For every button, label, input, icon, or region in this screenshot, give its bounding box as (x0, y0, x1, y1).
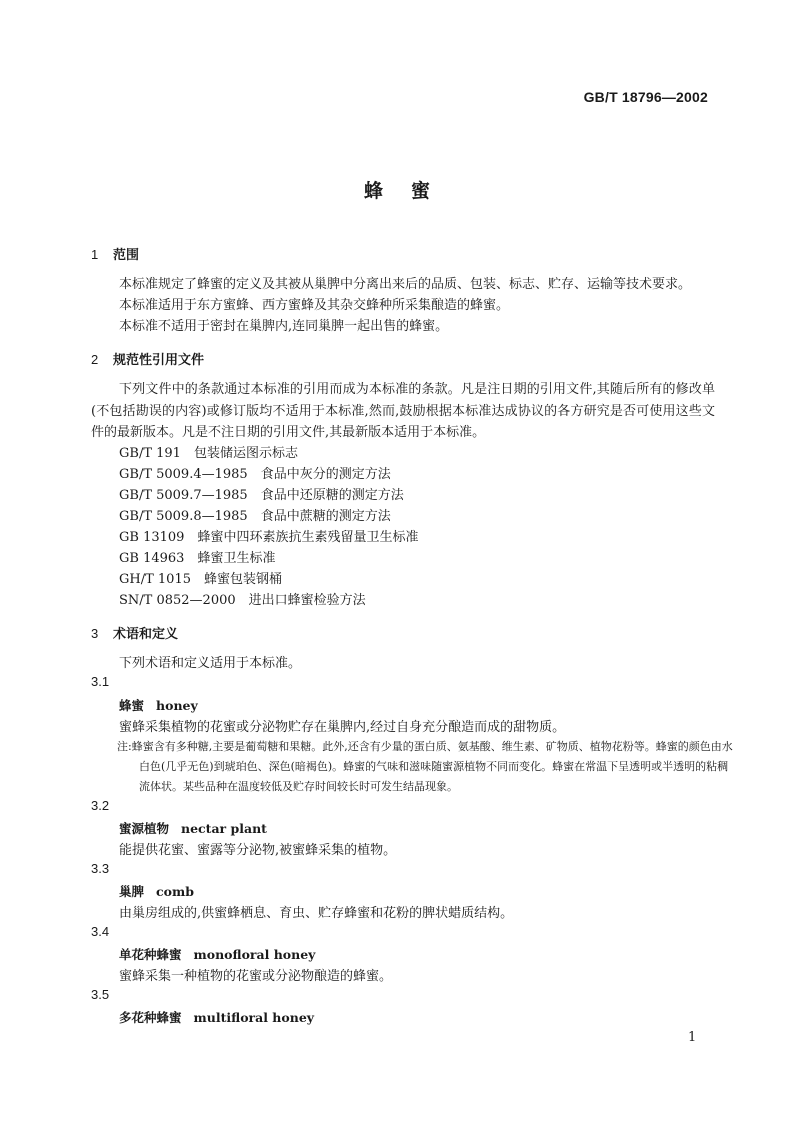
term-en: nectar plant (181, 821, 267, 836)
section-3-heading (91, 623, 178, 642)
reference-title: 包装储运图示标志 (193, 446, 298, 461)
term-definition: 能提供花蜜、蜜露等分泌物,被蜜蜂采集的植物。 (119, 843, 397, 858)
reference-code: GH/T 1015 (119, 572, 191, 587)
term-en: monofloral honey (193, 947, 316, 962)
clause-number: 3.3 (91, 861, 110, 876)
term-note: 注:蜂蜜含有多种糖,主要是葡萄糖和果糖。此外,还含有少量的蛋白质、氨基酸、维生素、矿物质、植物花粉等。蜂蜜的颜色由水白色(几乎无色)到琥珀色、深色(暗褐色)。蜂蜜的气味和滋味随蜜源植物不同而变化。蜂蜜在常温下呈透明或半透明的粘稠流体状。某些品种在温度较低及贮存时间较长时可发生结晶现象。 (117, 740, 733, 793)
reference-title: 食品中灰分的测定方法 (260, 467, 391, 482)
terms-intro: 下列术语和定义适用于本标准。 (119, 656, 302, 671)
reference-code: GB/T 5009.7—1985 (119, 488, 248, 503)
standard-number: GB/T 18796—2002 (583, 89, 708, 105)
reference-code: GB 13109 (119, 530, 185, 545)
term-en: multifloral honey (193, 1010, 315, 1025)
section-1-title: 范围 (113, 248, 140, 263)
scope-line-3: 本标准不适用于密封在巢脾内,连同巢脾一起出售的蜂蜜。 (119, 319, 449, 334)
term-heading (119, 945, 315, 963)
term-definition: 由巢房组成的,供蜜蜂栖息、育虫、贮存蜂蜜和花粉的脾状蜡质结构。 (119, 906, 514, 921)
reference-code: GB/T 5009.4—1985 (119, 467, 248, 482)
reference-item (119, 527, 418, 548)
section-2-heading (91, 349, 204, 368)
scope-line-2: 本标准适用于东方蜜蜂、西方蜜蜂及其杂交蜂种所采集酿造的蜂蜜。 (119, 298, 510, 313)
reference-title: 蜂蜜卫生标准 (197, 551, 276, 566)
section-2-number: 2 (91, 352, 99, 367)
term-heading (119, 819, 267, 837)
term-definition: 蜜蜂采集植物的花蜜或分泌物贮存在巢脾内,经过自身充分酿造而成的甜物质。 (119, 720, 566, 735)
scope-line-1: 本标准规定了蜂蜜的定义及其被从巢脾中分离出来后的品质、包装、标志、贮存、运输等技术要求。 (119, 277, 692, 292)
clause-number: 3.2 (91, 798, 110, 813)
term-heading (119, 882, 194, 900)
term-zh: 蜂蜜 (119, 698, 145, 713)
reference-code: GB/T 5009.8—1985 (119, 509, 248, 524)
clause-number: 3.4 (91, 924, 110, 939)
reference-item (119, 443, 298, 464)
term-zh: 多花种蜂蜜 (119, 1010, 182, 1025)
term-en: honey (156, 698, 198, 713)
section-3-title: 术语和定义 (113, 627, 179, 642)
term-definition: 蜜蜂采集一种植物的花蜜或分泌物酿造的蜂蜜。 (119, 969, 393, 984)
clause-number: 3.1 (91, 674, 110, 689)
clause-number: 3.5 (91, 987, 110, 1002)
reference-code: SN/T 0852—2000 (119, 593, 236, 608)
reference-title: 蜂蜜包装钢桶 (204, 572, 283, 587)
reference-item (119, 569, 282, 590)
term-zh: 单花种蜂蜜 (119, 947, 182, 962)
reference-item (119, 590, 366, 611)
reference-item (119, 506, 391, 527)
term-heading (119, 696, 198, 714)
term-en: comb (156, 884, 194, 899)
section-1-heading (91, 244, 139, 263)
page-number: 1 (688, 1030, 697, 1045)
term-zh: 蜜源植物 (119, 821, 170, 836)
section-3-number: 3 (91, 626, 99, 641)
references-intro: 下列文件中的条款通过本标准的引用而成为本标准的条款。凡是注日期的引用文件,其随后所有的修改单(不包括勘误的内容)或修订版均不适用于本标准,然而,鼓励根据本标准达成协议的各方研究是否可使用这些文件的最新版本。凡是不注日期的引用文件,其最新版本适用于本标准。 (91, 382, 715, 440)
term-zh: 巢脾 (119, 884, 145, 899)
term-heading (119, 1008, 314, 1026)
reference-item (119, 464, 391, 485)
reference-item (119, 548, 275, 569)
section-1-number: 1 (91, 247, 99, 262)
reference-item (119, 485, 404, 506)
reference-title: 食品中蔗糖的测定方法 (260, 509, 391, 524)
section-2-title: 规范性引用文件 (113, 353, 205, 368)
reference-title: 进出口蜂蜜检验方法 (248, 593, 366, 608)
reference-title: 食品中还原糖的测定方法 (260, 488, 404, 503)
page-title: 蜂蜜 (363, 180, 458, 202)
reference-code: GB 14963 (119, 551, 185, 566)
reference-title: 蜂蜜中四环素族抗生素残留量卫生标准 (197, 530, 419, 545)
reference-code: GB/T 191 (119, 446, 181, 461)
